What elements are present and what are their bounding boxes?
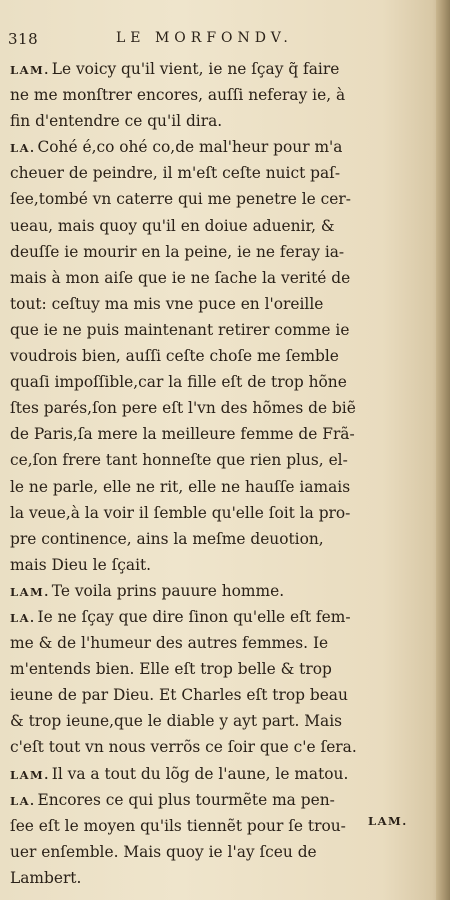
text-line xyxy=(10,56,410,82)
page-header xyxy=(8,30,408,54)
line-text: fin d'entendre ce qu'il dira. xyxy=(10,112,223,131)
text-line xyxy=(10,552,410,578)
text-line xyxy=(10,682,410,708)
text-line xyxy=(10,447,410,473)
text-line xyxy=(10,630,410,656)
text-line xyxy=(10,865,410,891)
line-text: ce,ſon frere tant honneſte que rien plus, el- xyxy=(10,451,348,470)
text-line xyxy=(10,421,410,447)
page-number: 318 xyxy=(8,30,39,48)
catchword: LAM. xyxy=(368,814,408,828)
text-line xyxy=(10,839,410,865)
text-line xyxy=(10,395,410,421)
text-line xyxy=(10,369,410,395)
line-text: mais Dieu le ſçait. xyxy=(10,555,152,574)
line-text: Le voicy qu'il vient, ie ne ſçay q̃ faire xyxy=(51,60,340,78)
text-line xyxy=(10,734,410,760)
line-text: ueau, mais quoy qu'il en doiue aduenir, & xyxy=(10,216,335,235)
text-line xyxy=(10,160,410,186)
line-text: cheuer de peindre, il m'eſt ceſte nuict paſ- xyxy=(10,164,341,183)
running-title: LE MORFONDV. xyxy=(116,30,293,46)
line-text: me & de l'humeur des autres femmes. Ie xyxy=(10,634,329,653)
text-line xyxy=(10,265,410,291)
line-text: tout: ceſtuy ma mis vne puce en l'oreille xyxy=(10,294,324,313)
speaker-label: LAM. xyxy=(10,767,50,782)
line-text: ieune de par Dieu. Et Charles eſt trop beau xyxy=(10,686,348,705)
text-line xyxy=(10,708,410,734)
text-line xyxy=(10,108,410,134)
line-text: le ne parle, elle ne rit, elle ne hauſſe iamais xyxy=(10,477,351,496)
body-text xyxy=(10,56,410,891)
text-line xyxy=(10,343,410,369)
line-text: ſee eſt le moyen qu'ils tiennẽt pour ſe trou- xyxy=(10,816,346,835)
line-text: Lambert. xyxy=(10,868,82,887)
text-line xyxy=(10,317,410,343)
line-text: Encores ce qui plus tourmẽte ma pen- xyxy=(37,790,335,809)
line-text: m'entends bien. Elle eſt trop belle & trop xyxy=(10,660,332,679)
text-line xyxy=(10,291,410,317)
line-text: quaſi impoſſible,car la fille eſt de trop hõne xyxy=(10,373,347,392)
line-text: deuſſe ie mourir en la peine, ie ne feray ia- xyxy=(10,242,345,261)
text-line xyxy=(10,656,410,682)
line-text: que ie ne puis maintenant retirer comme ie xyxy=(10,320,350,339)
line-text: de Paris,ſa mere la meilleure femme de Frã- xyxy=(10,425,355,444)
line-text: Te voila prins pauure homme. xyxy=(51,581,285,600)
line-text: ne me monſtrer encores, auſſi neferay ie, à xyxy=(10,86,346,105)
line-text: Cohé é,co ohé co,de mal'heur pour m'a xyxy=(37,138,343,157)
text-line xyxy=(10,213,410,239)
line-text: uer enſemble. Mais quoy ie l'ay ſceu de xyxy=(10,842,317,861)
speaker-label: LA. xyxy=(10,141,36,156)
text-line xyxy=(10,134,410,160)
line-text: mais à mon aiſe que ie ne ſache la verité de xyxy=(10,268,351,287)
line-text: c'eſt tout vn nous verrõs ce ſoir que c'e ſera. xyxy=(10,738,357,757)
text-line xyxy=(10,186,410,212)
line-text: voudrois bien, auſſi ceſte choſe me ſemble xyxy=(10,347,339,366)
text-line xyxy=(10,787,410,813)
text-line xyxy=(10,813,410,839)
line-text: Il va a tout du lõg de l'aune, le matou. xyxy=(51,764,349,783)
text-line xyxy=(10,239,410,265)
line-text: ſee,tombé vn caterre qui me penetre le cer- xyxy=(10,190,351,209)
text-line xyxy=(10,474,410,500)
text-line xyxy=(10,578,410,604)
text-line xyxy=(10,526,410,552)
text-line xyxy=(10,82,410,108)
line-text: & trop ieune,que le diable y ayt part. Mais xyxy=(10,712,343,731)
line-text: la veue,à la voir il ſemble qu'elle ſoit la pro- xyxy=(10,503,351,522)
text-line xyxy=(10,500,410,526)
line-text: Ie ne ſçay que dire ſinon qu'elle eſt fem- xyxy=(37,607,351,626)
book-gutter xyxy=(436,0,450,900)
speaker-label: LAM. xyxy=(10,584,50,599)
line-text: pre continence, ains la meſme deuotion, xyxy=(10,529,324,548)
speaker-label: LAM. xyxy=(10,63,50,77)
line-text: ſtes parés,ſon pere eſt l'vn des hõmes de biẽ xyxy=(10,399,356,418)
speaker-label: LA. xyxy=(10,793,36,808)
speaker-label: LA. xyxy=(10,610,36,625)
text-line xyxy=(10,604,410,630)
text-line xyxy=(10,761,410,787)
